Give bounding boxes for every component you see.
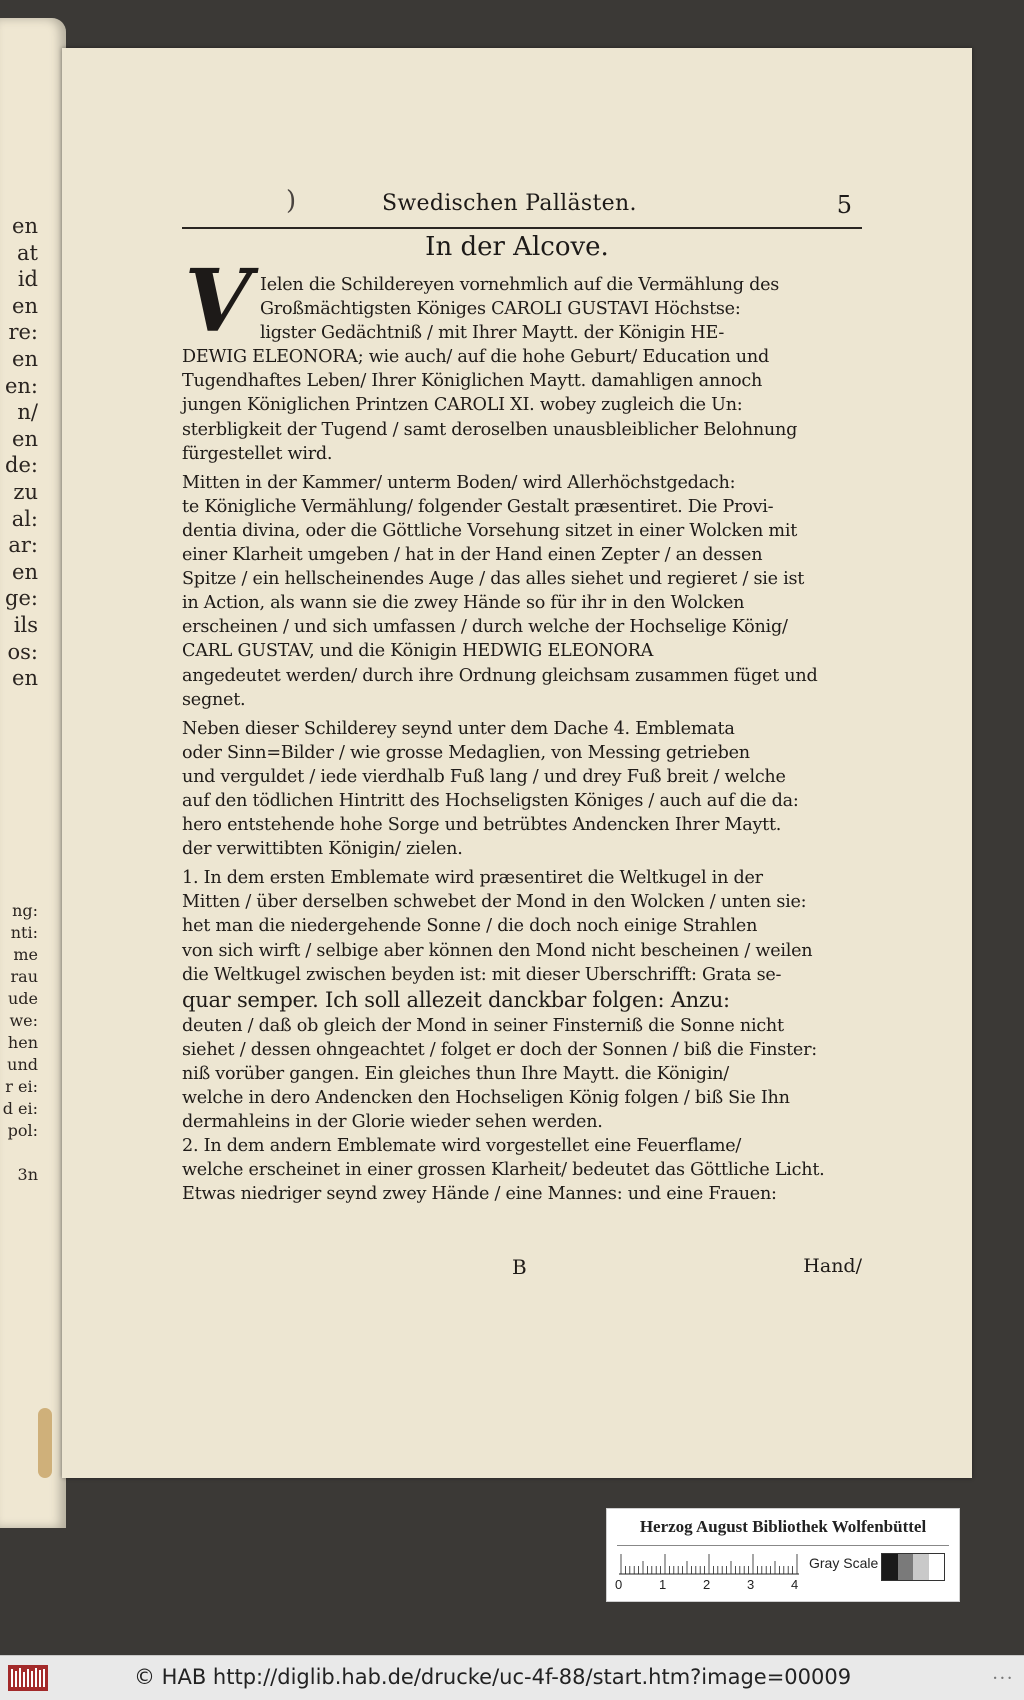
paper-stain [38, 1408, 52, 1478]
text-line: DEWIG ELEONORA; wie auch/ auf die hohe Geburt/ Education und [182, 347, 769, 368]
text-line: Etwas niedriger seynd zwey Hände / eine Mannes: und eine Frauen: [182, 1184, 777, 1205]
text-line: angedeutet werden/ durch ihre Ordnung gleichsam zusammen füget und [182, 665, 818, 686]
text-line: Neben dieser Schilderey seynd unter dem Dache 4. Emblemata [182, 718, 735, 739]
text-line: einer Klarheit umgeben / hat in der Hand einen Zepter / an dessen [182, 545, 763, 566]
text-line: siehet / dessen ohngeachtet / folget er doch der Sonnen / biß die Finster: [182, 1039, 817, 1060]
text-line: quar semper. Ich soll allezeit danckbar folgen: Anzu: [182, 987, 730, 1012]
ruler-number: 0 [615, 1577, 623, 1592]
left-page-text-fragment-lower: ng: nti: me rau ude we: hen und r ei: d ei: pol: 3n [2, 901, 38, 1184]
text-line: in Action, als wann sie die zwey Hände so für ihr in den Wolcken [182, 593, 745, 614]
running-head [182, 191, 862, 229]
text-line: niß vorüber gangen. Ein gleiches thun Ihre Maytt. die Königin/ [182, 1063, 729, 1084]
footer-bar [0, 1655, 1024, 1700]
text-line: Großmächtigsten Königes CAROLI GUSTAVI Höchstse: [260, 299, 741, 320]
text-line: Mitten / über derselben schwebet der Mond in den Wolcken / unten sie: [182, 892, 807, 913]
grayscale-label: Gray Scale [809, 1555, 879, 1571]
catchword: Hand/ [803, 1255, 862, 1277]
text-line: het man die niedergehende Sonne / die doch noch einige Strahlen [182, 916, 758, 937]
text-line: die Weltkugel zwischen beyden ist: mit dieser Uberschrifft: Grata se- [182, 964, 782, 985]
decorated-initial: V [184, 251, 252, 352]
text-line: und verguldet / iede vierdhalb Fuß lang / und drey Fuß breit / welche [182, 766, 786, 787]
text-line: Ielen die Schildereyen vornehmlich auf die Vermählung des [260, 275, 780, 295]
body-text [182, 273, 862, 1206]
grayscale-swatch [882, 1554, 898, 1580]
pencil-mark: ) [286, 186, 297, 216]
text-line: ligster Gedächtniß / mit Ihrer Maytt. der Königin HE- [260, 323, 725, 344]
ruler-number: 2 [703, 1577, 711, 1592]
text-line: erscheinen / und sich umfassen / durch welche der Hochselige König/ [182, 617, 788, 638]
text-line: hero entstehende hohe Sorge und betrübtes Andencken Ihrer Maytt. [182, 815, 782, 836]
text-line: auf den tödlichen Hintritt des Hochseligsten Königes / auch auf die da: [182, 790, 799, 811]
grayscale-swatch [898, 1554, 914, 1580]
ruler-number: 1 [659, 1577, 667, 1592]
text-line: 1. In dem ersten Emblemate wird præsentiret die Weltkugel in der [182, 868, 763, 889]
text-line: der verwittibten Königin/ zielen. [182, 839, 463, 860]
ruler-number: 4 [791, 1577, 799, 1592]
text-line: dentia divina, oder die Göttliche Vorsehung sitzet in einer Wolcken mit [182, 520, 798, 541]
page-number: 5 [836, 191, 852, 219]
footer-dots: • • • [992, 1674, 1012, 1683]
text-line: welche erscheinet in einer grossen Klarheit/ bedeutet das Göttliche Licht. [182, 1160, 825, 1181]
footer-copyright-url[interactable]: © HAB http://diglib.hab.de/drucke/uc-4f-88/start.htm?image=00009 [134, 1665, 852, 1689]
left-page-text-fragment: en at id en re: en en: n/ en de: zu al: ar: en ge: ils os: en [4, 214, 38, 691]
text-line: dermahleins in der Glorie wieder sehen werden. [182, 1112, 603, 1133]
text-line: welche in dero Andencken den Hochseligen König folgen / biß Sie Ihn [182, 1088, 790, 1108]
text-line: CARL GUSTAV, und die Königin HEDWIG ELEONORA [182, 641, 654, 662]
text-line: fürgestellet wird. [182, 443, 333, 464]
text-line: te Königliche Vermählung/ folgender Gestalt præsentiret. Die Provi- [182, 496, 774, 517]
head-rule [182, 227, 862, 229]
left-facing-page [0, 18, 66, 1528]
ruler-labels [615, 1577, 805, 1593]
text-line: Tugendhaftes Leben/ Ihrer Königlichen Maytt. damahligen annoch [182, 371, 763, 392]
ruler-scale-icon [619, 1553, 799, 1575]
page-foot [182, 1255, 862, 1281]
text-line: von sich wirft / selbige aber können den Mond nicht bescheinen / weilen [182, 940, 813, 961]
library-name: Herzog August Bibliothek Wolfenbüttel [639, 1517, 927, 1536]
text-line: Mitten in der Kammer/ unterm Boden/ wird Allerhöchstgedach: [182, 472, 736, 493]
text-line: sterbligkeit der Tugend / samt deroselben unausbleiblicher Belohnung [182, 419, 798, 440]
book-page [62, 48, 972, 1478]
text-line: deuten / daß ob gleich der Mond in seiner Finsterniß die Sonne nicht [182, 1015, 784, 1036]
grayscale-swatch [913, 1554, 929, 1580]
text-line: 2. In dem andern Emblemate wird vorgestellet eine Feuerflame/ [182, 1136, 742, 1157]
library-label-card [606, 1508, 960, 1602]
hab-logo-icon [8, 1665, 48, 1691]
grayscale-swatch [929, 1554, 945, 1580]
text-line: oder Sinn=Bilder / wie grosse Medaglien, von Messing getrieben [182, 742, 750, 763]
running-title: Swedischen Pallästen. [382, 191, 637, 216]
label-divider [617, 1545, 949, 1546]
section-title: In der Alcove. [425, 232, 609, 262]
text-line: jungen Königlichen Printzen CAROLI XI. wobey zugleich die Un: [182, 395, 743, 416]
grayscale-swatches [881, 1553, 945, 1581]
ruler-number: 3 [747, 1577, 755, 1592]
text-line: Spitze / ein hellscheinendes Auge / das alles siehet und regieret / sie ist [182, 569, 805, 590]
signature-mark: B [512, 1255, 527, 1279]
text-line: segnet. [182, 689, 246, 710]
